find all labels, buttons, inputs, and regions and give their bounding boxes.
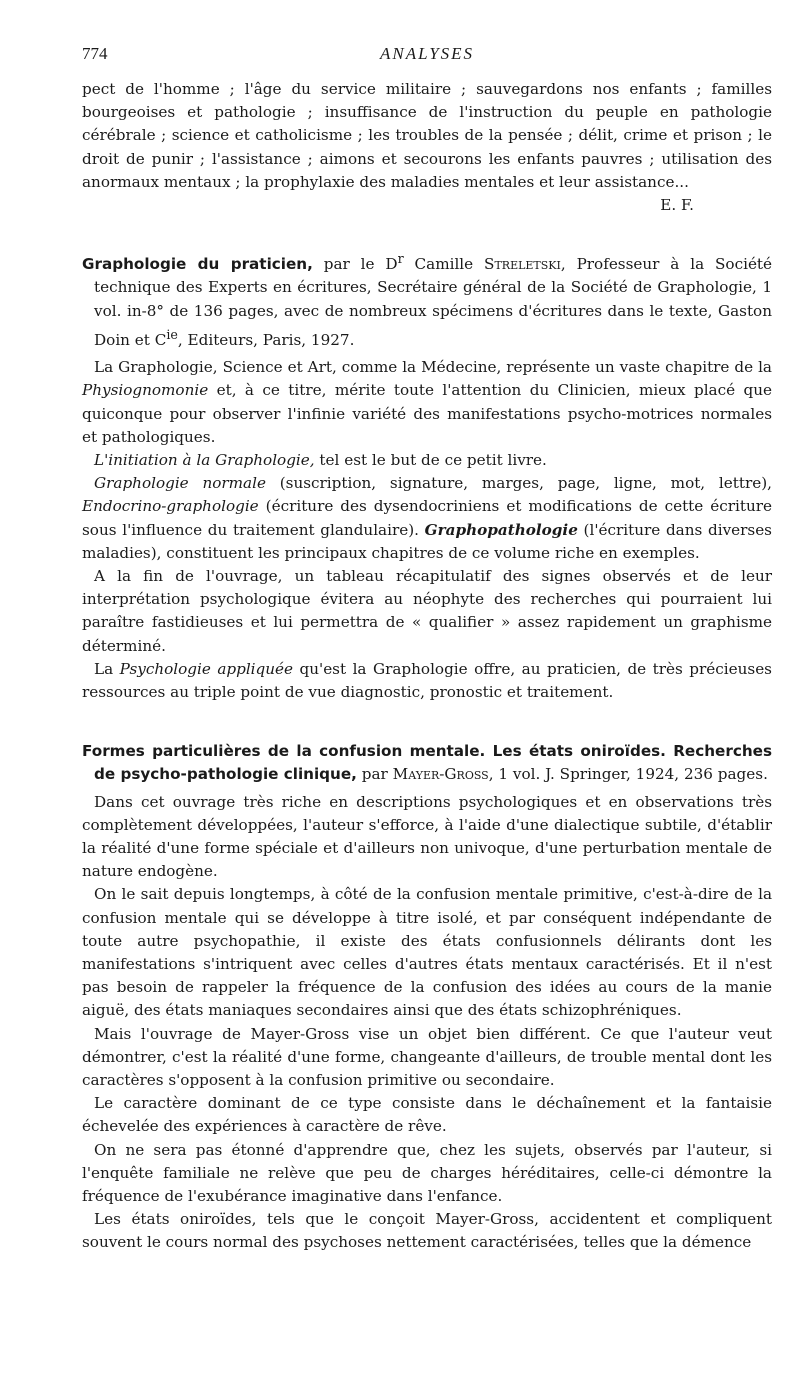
paragraph-text: (l'écriture dans diverses maladies), constituent les principaux chapitres de ce volume riche en exemples. bbox=[82, 520, 772, 562]
author-name: Streletski bbox=[484, 255, 561, 274]
review-confusion-mentale bbox=[82, 740, 772, 1254]
author-first-name: Camille bbox=[403, 255, 485, 274]
paragraph-text: tel est le but de ce petit livre. bbox=[314, 450, 547, 469]
author-name: Mayer-Gross bbox=[392, 765, 489, 784]
citation-publisher: , Editeurs, Paris, 1927. bbox=[177, 330, 355, 349]
review-paragraph bbox=[82, 449, 772, 472]
review-paragraph: Mais l'ouvrage de Mayer-Gross vise un objet bien différent. Ce que l'auteur veut démontrer, c'est la réalité d'une forme, changeante d'ailleurs, de trouble mental dont les caractères s'opposent à la confusion primitive ou secondaire. bbox=[82, 1024, 772, 1090]
citation-details: , 1 vol. J. Springer, 1924, 236 pages. bbox=[488, 765, 768, 784]
review-paragraph bbox=[82, 472, 772, 565]
citation-by: par bbox=[356, 765, 393, 784]
running-head bbox=[82, 44, 772, 78]
review-paragraph bbox=[82, 356, 772, 449]
paragraph-text: (écriture des dysendocriniens et modifications de cette écriture sous l'influence du traitement glandulaire). bbox=[82, 497, 772, 539]
review-paragraph: A la fin de l'ouvrage, un tableau récapitulatif des signes observés et de leur interprétation psychologique évitera au néophyte des recherches qui pourraient lui paraître fastidieuses et lui permettra de « qualifier » assez rapidement un graphisme déterminé. bbox=[82, 566, 772, 655]
review-citation bbox=[82, 740, 772, 786]
paragraph-text: (suscription, signature, marges, page, ligne, mot, lettre), bbox=[265, 474, 772, 493]
review-paragraph: On ne sera pas étonné d'apprendre que, chez les sujets, observés par l'auteur, si l'enquête familiale ne relève que peu de charges héréditaires, celle-ci démontre la fréquence de l'exubérance imaginative dans l'enfance. bbox=[82, 1140, 772, 1206]
paragraph-emphasis: Graphopathologie bbox=[424, 520, 578, 539]
review-paragraph bbox=[82, 658, 772, 704]
review-paragraph: On le sait depuis longtemps, à côté de la confusion mentale primitive, c'est-à-dire de la confusion mentale qui se développe à titre isolé, et par conséquent indépendante de toute autre psychopathie, il existe des états confusionnels délirants dont les manifestations s'intriquent avec celles d'autres états mentaux caractérisés. Et il n'est pas besoin de rappeler la fréquence de la confusion des idées au cours de la manie aiguë, des états maniaques secondaires ainsi que des états schizophréniques. bbox=[82, 885, 772, 1020]
page-number: 774 bbox=[82, 44, 108, 63]
review-signature: E. F. bbox=[660, 196, 694, 215]
citation-dr-sup: r bbox=[397, 251, 404, 267]
paragraph-emphasis: Psychologie appliquée bbox=[119, 659, 294, 678]
paragraph-text: La Graphologie, Science et Art, comme la Médecine, représente un vaste chapitre de la bbox=[94, 358, 772, 377]
paragraph-text: qu'est la Graphologie offre, au praticien, de très précieuses ressources au triple point de vue diagnostic, pronostic et traitement. bbox=[82, 659, 772, 701]
paragraph-emphasis: Endocrino-graphologie bbox=[82, 497, 259, 516]
paragraph-text: et, à ce titre, mérite toute l'attention du Clinicien, mieux placé que quiconque pour observer l'infinie variété des manifestations psycho-motrices normales et pathologiques. bbox=[82, 381, 772, 446]
continuation-paragraph: pect de l'homme ; l'âge du service militaire ; sauvegardons nos enfants ; familles bourgeoises et pathologie ; insuffisance de l'instruction du peuple en pathologie cérébrale ; science et catholicisme ; les troubles de la pensée ; délit, crime et prison ; le droit de punir ; l'assistance ; aimons et secourons les enfants pauvres ; utilisation des anormaux mentaux ; la prophylaxie des maladies mentales et leur assistance... bbox=[82, 80, 772, 191]
citation-cie-sup: ie bbox=[166, 326, 178, 342]
review-graphologie bbox=[82, 247, 772, 704]
running-title: ANALYSES bbox=[379, 44, 475, 63]
review-paragraph: Dans cet ouvrage très riche en descriptions psychologiques et en observations très complètement développées, l'auteur s'efforce, à l'aide d'une dialectique subtile, d'établir la réalité d'une forme spéciale et d'ailleurs non univoque, d'une perturbation mentale de nature endogène. bbox=[82, 792, 772, 881]
paragraph-emphasis: L'initiation à la Graphologie, bbox=[94, 450, 315, 469]
review-citation bbox=[82, 247, 772, 352]
review-paragraph: Les états oniroïdes, tels que le conçoit Mayer-Gross, accidentent et compliquent souvent le cours normal des psychoses nettement caractérisées, telles que la démence bbox=[82, 1210, 772, 1252]
citation-details: , Professeur à la Société technique des Experts en écritures, Secrétaire général de la Société de Graphologie, 1 vol. in-8° de 136 pages, avec de nombreux spécimens d'écritures dans le texte, Gaston Doin et C bbox=[94, 255, 773, 349]
review-paragraph: Le caractère dominant de ce type consiste dans le déchaînement et la fantaisie échevelée des expériences à caractère de rêve. bbox=[82, 1094, 772, 1136]
paragraph-emphasis: Graphologie normale bbox=[94, 474, 266, 493]
paragraph-text: La bbox=[94, 659, 120, 678]
citation-by: par le D bbox=[312, 255, 398, 274]
review-title: Formes particulières de la confusion mentale. Les états oniroïdes. Recherches de psycho-pathologie clinique, bbox=[82, 742, 772, 784]
paragraph-emphasis: Physiognomonie bbox=[82, 381, 209, 400]
review-title: Graphologie du praticien, bbox=[82, 255, 313, 274]
